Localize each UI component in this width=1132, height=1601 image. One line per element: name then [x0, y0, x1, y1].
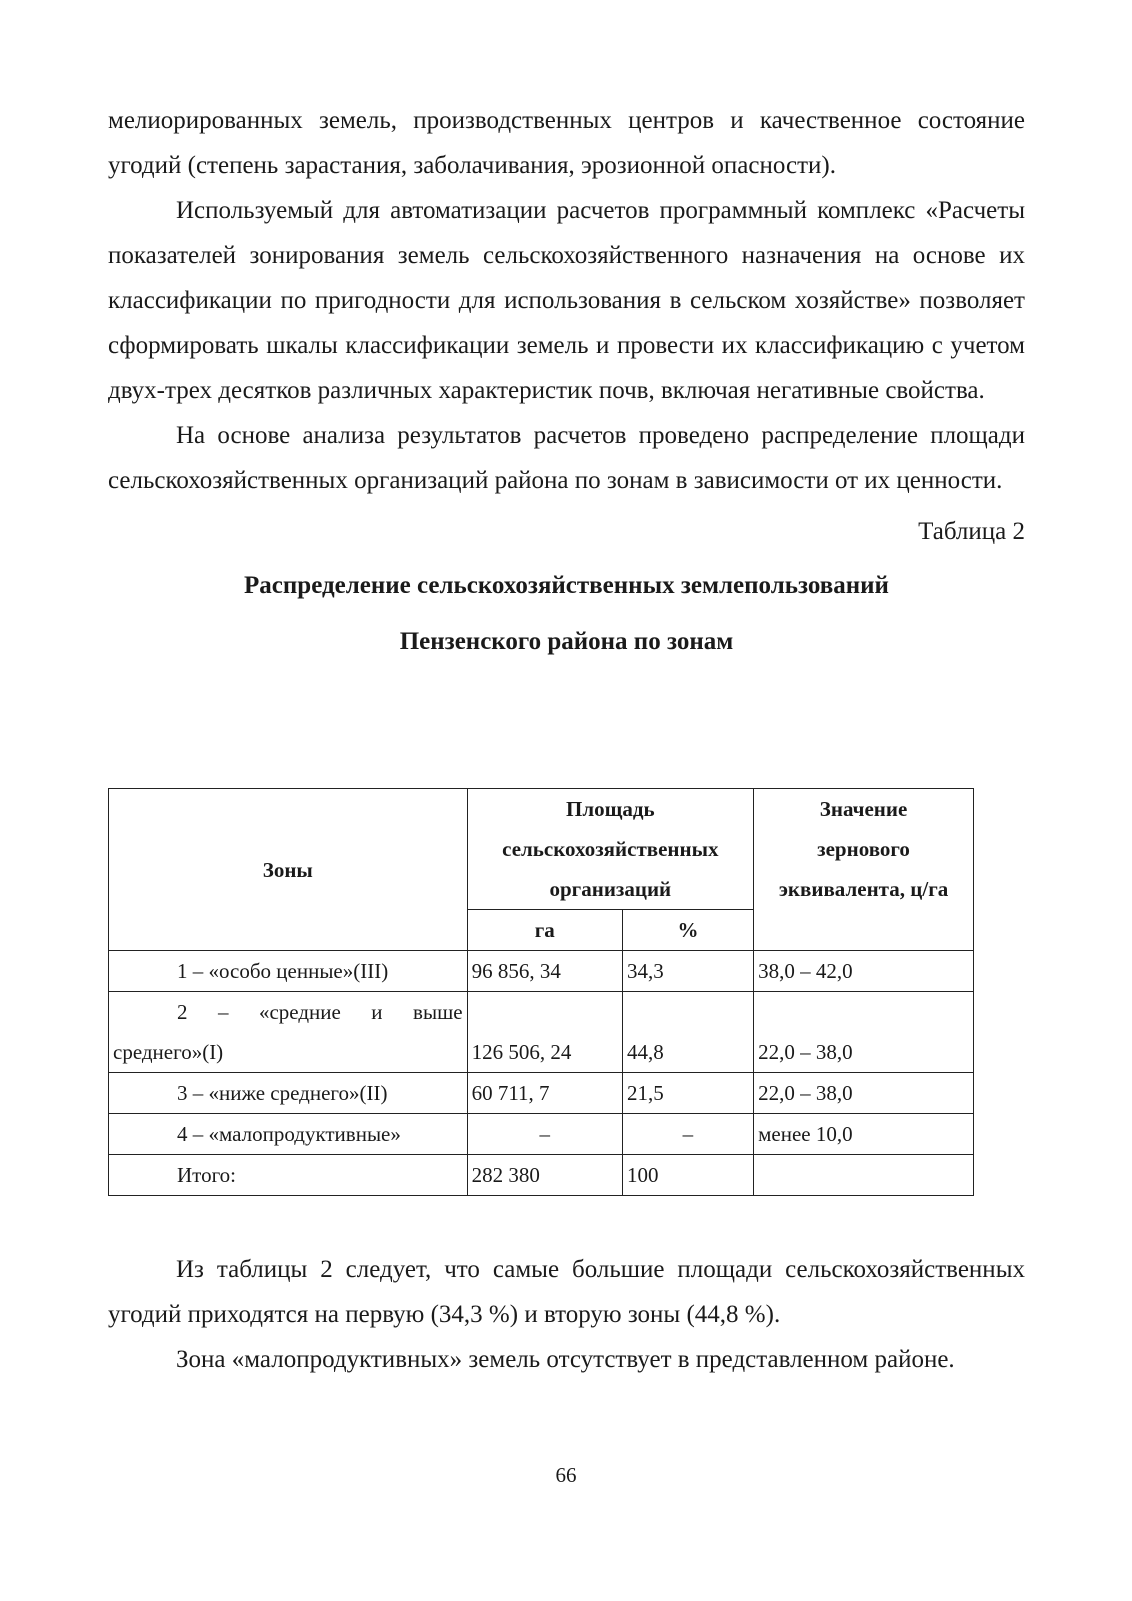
- ha-cell: 126 506, 24: [467, 992, 622, 1073]
- zone-cell: 2 – «средние и выше среднего»(I): [109, 992, 468, 1073]
- ha-cell: 60 711, 7: [467, 1073, 622, 1114]
- paragraph-2: Используемый для автоматизации расчетов программный комплекс «Расчеты показателей зонирования земель сельскохозяйственного назначения на основе их классификации по пригодности для использования в сельском хозяйстве» позволяет сформировать шкалы классификации земель и провести их классификацию с учетом двух-трех десятков различных характеристик почв, включая негативные свойства.: [108, 197, 1025, 404]
- value-cell: 22,0 – 38,0: [754, 992, 974, 1073]
- paragraph-1: мелиорированных земель, производственных центров и качественное состояние угодий (степень зарастания, заболачивания, эрозионной опасности).: [108, 107, 1025, 179]
- zones-table: [108, 788, 974, 1196]
- pct-cell: –: [622, 1114, 753, 1155]
- page-number: 66: [555, 1463, 577, 1487]
- table-row: [109, 1073, 974, 1114]
- header-ha: га: [467, 910, 622, 951]
- table-row: [109, 1155, 974, 1196]
- pct-cell: 21,5: [622, 1073, 753, 1114]
- pct-cell: 100: [622, 1155, 753, 1196]
- zone-cell: Итого:: [109, 1155, 468, 1196]
- value-cell: 38,0 – 42,0: [754, 951, 974, 992]
- ha-cell: 282 380: [467, 1155, 622, 1196]
- table-title-line-1: Распределение сельскохозяйственных землепользований: [244, 572, 889, 599]
- header-pct: %: [622, 910, 753, 951]
- ha-cell: 96 856, 34: [467, 951, 622, 992]
- page-body-after-table: [108, 1247, 1025, 1382]
- zone-cell: 3 – «ниже среднего»(II): [109, 1073, 468, 1114]
- paragraph-3: На основе анализа результатов расчетов проведено распределение площади сельскохозяйственных организаций района по зонам в зависимости от их ценности.: [108, 422, 1025, 494]
- table-label: Таблица 2: [918, 518, 1025, 545]
- value-cell: 22,0 – 38,0: [754, 1073, 974, 1114]
- pct-cell: 34,3: [622, 951, 753, 992]
- paragraph-4: Из таблицы 2 следует, что самые большие площади сельскохозяйственных угодий приходятся на первую (34,3 %) и вторую зоны (44,8 %).: [108, 1256, 1025, 1328]
- table-row: [109, 992, 974, 1073]
- value-cell: [754, 1155, 974, 1196]
- table-title-line-2: Пензенского района по зонам: [399, 628, 734, 655]
- pct-cell: 44,8: [622, 992, 753, 1073]
- page-body: [108, 98, 1025, 670]
- header-zones: Зоны: [109, 789, 468, 951]
- header-area: Площадь сельскохозяйственных организаций: [467, 789, 754, 910]
- zone-cell: 1 – «особо ценные»(III): [109, 951, 468, 992]
- ha-cell: –: [467, 1114, 622, 1155]
- value-cell: менее 10,0: [754, 1114, 974, 1155]
- table-row: [109, 951, 974, 992]
- zone-cell: 4 – «малопродуктивные»: [109, 1114, 468, 1155]
- paragraph-5: Зона «малопродуктивных» земель отсутствует в представленном районе.: [176, 1346, 955, 1373]
- header-value: Значение зернового эквивалента, ц/га: [754, 789, 974, 951]
- table-row: [109, 1114, 974, 1155]
